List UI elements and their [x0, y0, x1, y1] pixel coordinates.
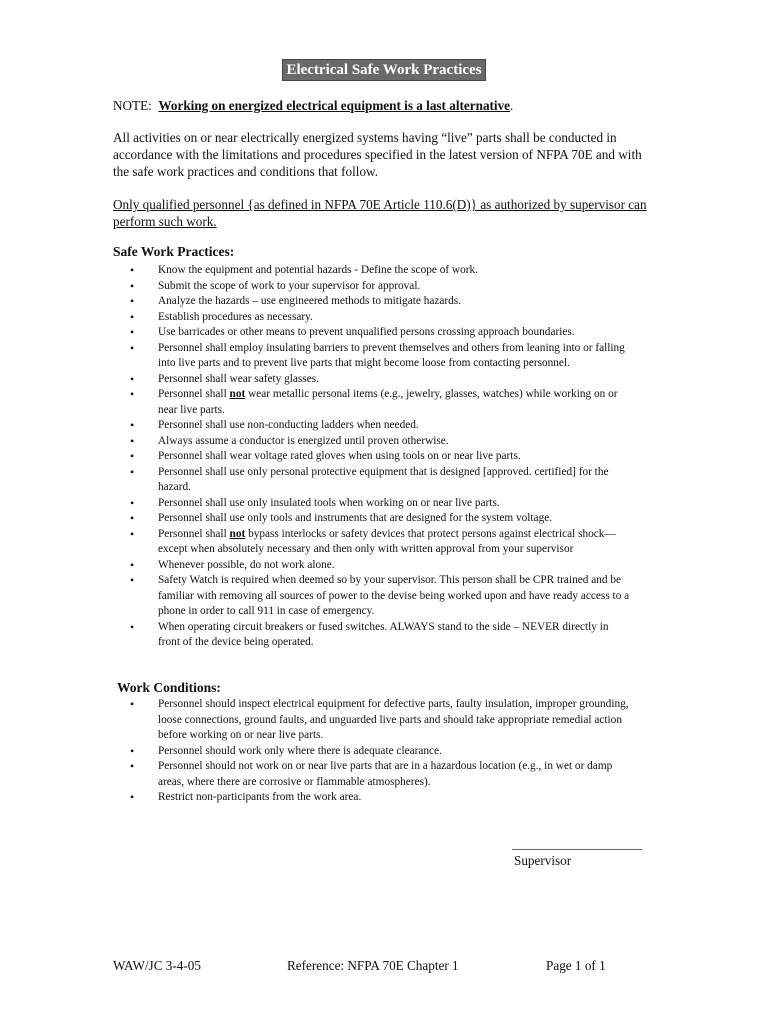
- title-container: [0, 59, 768, 81]
- list-item-text: wear metallic personal items (e.g., jewelry, glasses, watches) while working on or near live parts.: [158, 388, 618, 416]
- footer-document-id: WAW/JC 3-4-05: [113, 958, 201, 973]
- list-item: • Personnel shall use only personal protective equipment that is designed [approved. certified] for the hazard.: [130, 465, 630, 496]
- list-item-text: Personnel shall: [158, 527, 230, 540]
- list-item: • Personnel shall use non-conducting ladders when needed.: [130, 418, 630, 434]
- list-item: [130, 527, 630, 558]
- list-item: • Whenever possible, do not work alone.: [130, 558, 630, 574]
- list-item: • Analyze the hazards – use engineered methods to mitigate hazards.: [130, 294, 630, 310]
- list-item: • Safety Watch is required when deemed so by your supervisor. This person shall be CPR trained and be familiar with removing all sources of power to the devise being worked upon and have ready access to a phone in order to call 911 in case of emergency.: [130, 573, 630, 620]
- list-item: • Personnel shall employ insulating barriers to prevent themselves and others from leaning into or falling into live parts and to prevent live parts that might become loose from contacting personnel.: [130, 341, 630, 372]
- list-item: • Know the equipment and potential hazards - Define the scope of work.: [130, 263, 630, 279]
- list-item: • Establish procedures as necessary.: [130, 310, 630, 326]
- list-item: • Use barricades or other means to prevent unqualified persons crossing approach boundaries.: [130, 325, 630, 341]
- list-item: • Restrict non-participants from the work area.: [130, 790, 630, 806]
- safe-work-practices-heading: Safe Work Practices:: [113, 244, 235, 259]
- list-item-text: bypass interlocks or safety devices that protect persons against electrical shock—except when absolutely necessary and then only with written approval from your supervisor: [158, 527, 616, 555]
- work-conditions-heading: Work Conditions:: [117, 680, 221, 695]
- signature-label: Supervisor: [514, 853, 572, 868]
- list-item: • Personnel shall use only insulated tools when working on or near live parts.: [130, 496, 630, 512]
- footer-page-number: Page 1 of 1: [546, 958, 606, 973]
- work-conditions-list: [130, 697, 630, 806]
- list-item-text: Personnel shall: [158, 388, 230, 400]
- list-item: • When operating circuit breakers or fused switches. ALWAYS stand to the side – NEVER directly in front of the device being operated.: [130, 620, 630, 651]
- list-item: • Personnel should not work on or near live parts that are in a hazardous location (e.g., in wet or damp areas, where there are corrosive or flammable atmospheres).: [130, 759, 630, 790]
- document-title: Electrical Safe Work Practices: [282, 59, 485, 81]
- list-item-emphasis: not: [229, 388, 246, 400]
- note-prefix: NOTE:: [113, 98, 152, 113]
- footer-reference: Reference: NFPA 70E Chapter 1: [287, 958, 459, 973]
- list-item: [130, 387, 630, 418]
- list-item: • Submit the scope of work to your supervisor for approval.: [130, 279, 630, 295]
- list-item: • Always assume a conductor is energized until proven otherwise.: [130, 434, 630, 450]
- list-item: • Personnel shall wear voltage rated gloves when using tools on or near live parts.: [130, 449, 630, 465]
- list-item: • Personnel should work only where there is adequate clearance.: [130, 744, 630, 760]
- note-suffix: .: [510, 98, 514, 113]
- list-item: • Personnel shall use only tools and instruments that are designed for the system voltage.: [130, 511, 630, 527]
- list-item-emphasis: not: [229, 527, 246, 540]
- list-item: • Personnel shall wear safety glasses.: [130, 372, 630, 388]
- safe-work-practices-list: [130, 263, 630, 651]
- note-emphasis: Working on energized electrical equipment is a last alternative: [158, 98, 511, 113]
- signature-line: ____________________: [512, 836, 642, 851]
- qualified-personnel-paragraph: Only qualified personnel {as defined in NFPA 70E Article 110.6(D)} as authorized by supervisor can perform such work.: [113, 197, 647, 229]
- intro-paragraph: All activities on or near electrically energized systems having “live” parts shall be conducted in accordance with the limitations and procedures specified in the latest version of NFPA 70E and with the safe work practices and conditions that follow.: [113, 130, 642, 179]
- note-line: [113, 97, 673, 114]
- list-item: • Personnel should inspect electrical equipment for defective parts, faulty insulation, improper grounding, loose connections, ground faults, and unguarded live parts and should take appropriate remedial action before working on or near live parts.: [130, 697, 630, 744]
